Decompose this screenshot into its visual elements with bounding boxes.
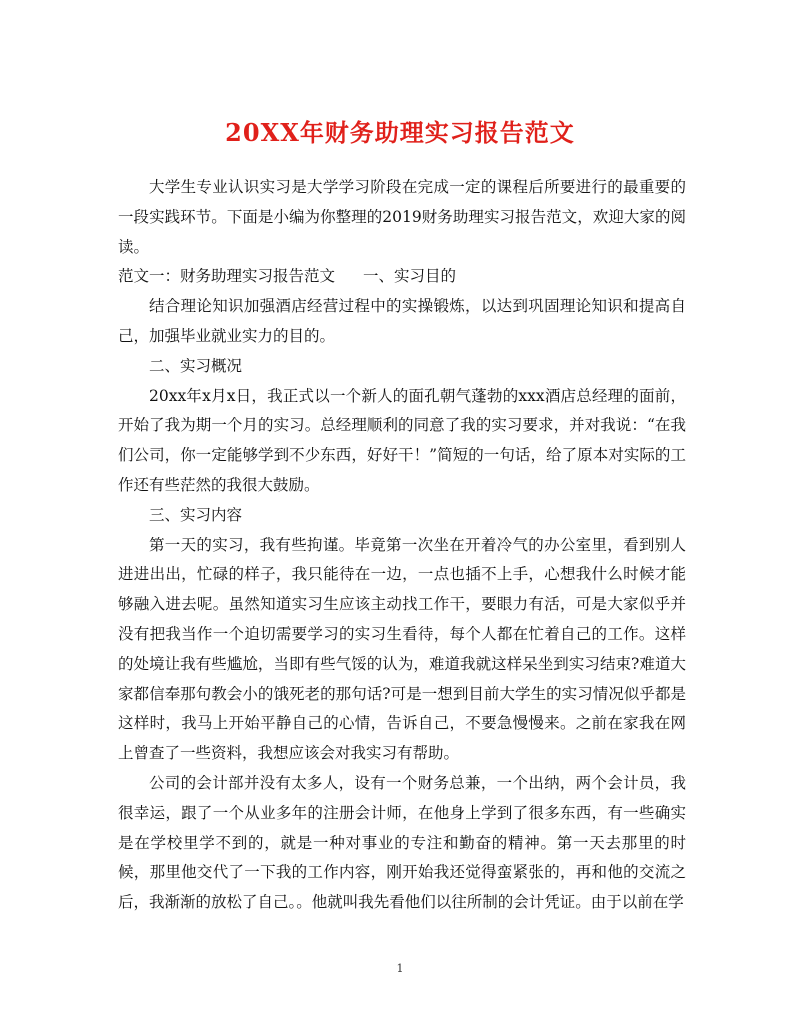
document-title: 20XX年财务助理实习报告范文 (225, 118, 575, 147)
page-number: 1 (396, 962, 404, 975)
intro-paragraph: 大学生专业认识实习是大学学习阶段在完成一定的课程后所要进行的最重要的一段实践环节。下面是小编为你整理的2019财务助理实习报告范文，欢迎大家的阅读。 (118, 178, 686, 256)
example-heading-line (118, 262, 686, 292)
section1-paragraph: 结合理论知识加强酒店经营过程中的实操锻炼，以达到巩固理论知识和提高自己，加强毕业就业实力的目的。 (118, 297, 686, 345)
section2-paragraph: 20xx年x月x日，我正式以一个新人的面孔朝气蓬勃的xxx酒店总经理的面前，开始了我为期一个月的实习。总经理顺利的同意了我的实习要求，并对我说：“在我们公司，你一定能够学到不少东西，好好干！”简短的一句话，给了原本对实际的工作还有些茫然的我很大鼓励。 (118, 386, 686, 494)
section3-paragraph-2: 公司的会计部并没有太多人，设有一个财务总兼，一个出纳，两个会计员，我很幸运，跟了一个从业多年的注册会计师，在他身上学到了很多东西，有一些确实是在学校里学不到的，就是一种对事业的专注和勤奋的精神。第一天去那里的时候，那里他交代了一下我的工作内容，刚开始我还觉得蛮紧张的，再和他的交流之后，我渐渐的放松了自己。。他就叫我先看他们以往所制的会计凭证。由于以前在学 (118, 773, 686, 912)
section3-paragraph-1: 第一天的实习，我有些拘谨。毕竟第一次坐在开着冷气的办公室里，看到别人进进出出，忙碌的样子，我只能待在一边，一点也插不上手，心想我什么时候才能够融入进去呢。虽然知道实习生应该主动找工作干，要眼力有活，可是大家似乎并没有把我当作一个迫切需要学习的实习生看待，每个人都在忙着自己的工作。这样的处境让我有些尴尬，当即有些气馁的认为，难道我就这样呆坐到实习结束?难道大家都信奉那句教会小的饿死老的那句话?可是一想到目前大学生的实习情况似乎都是这样时，我马上开始平静自己的心情，告诉自己，不要急慢慢来。之前在家我在网上曾查了一些资料，我想应该会对我实习有帮助。 (118, 535, 686, 763)
example-heading: 范文一：财务助理实习报告范文 (118, 267, 336, 286)
section3-heading: 三、实习内容 (149, 505, 243, 524)
section2-heading: 二、实习概况 (149, 356, 243, 375)
document-body (118, 173, 686, 918)
section1-heading: 一、实习目的 (363, 267, 457, 286)
